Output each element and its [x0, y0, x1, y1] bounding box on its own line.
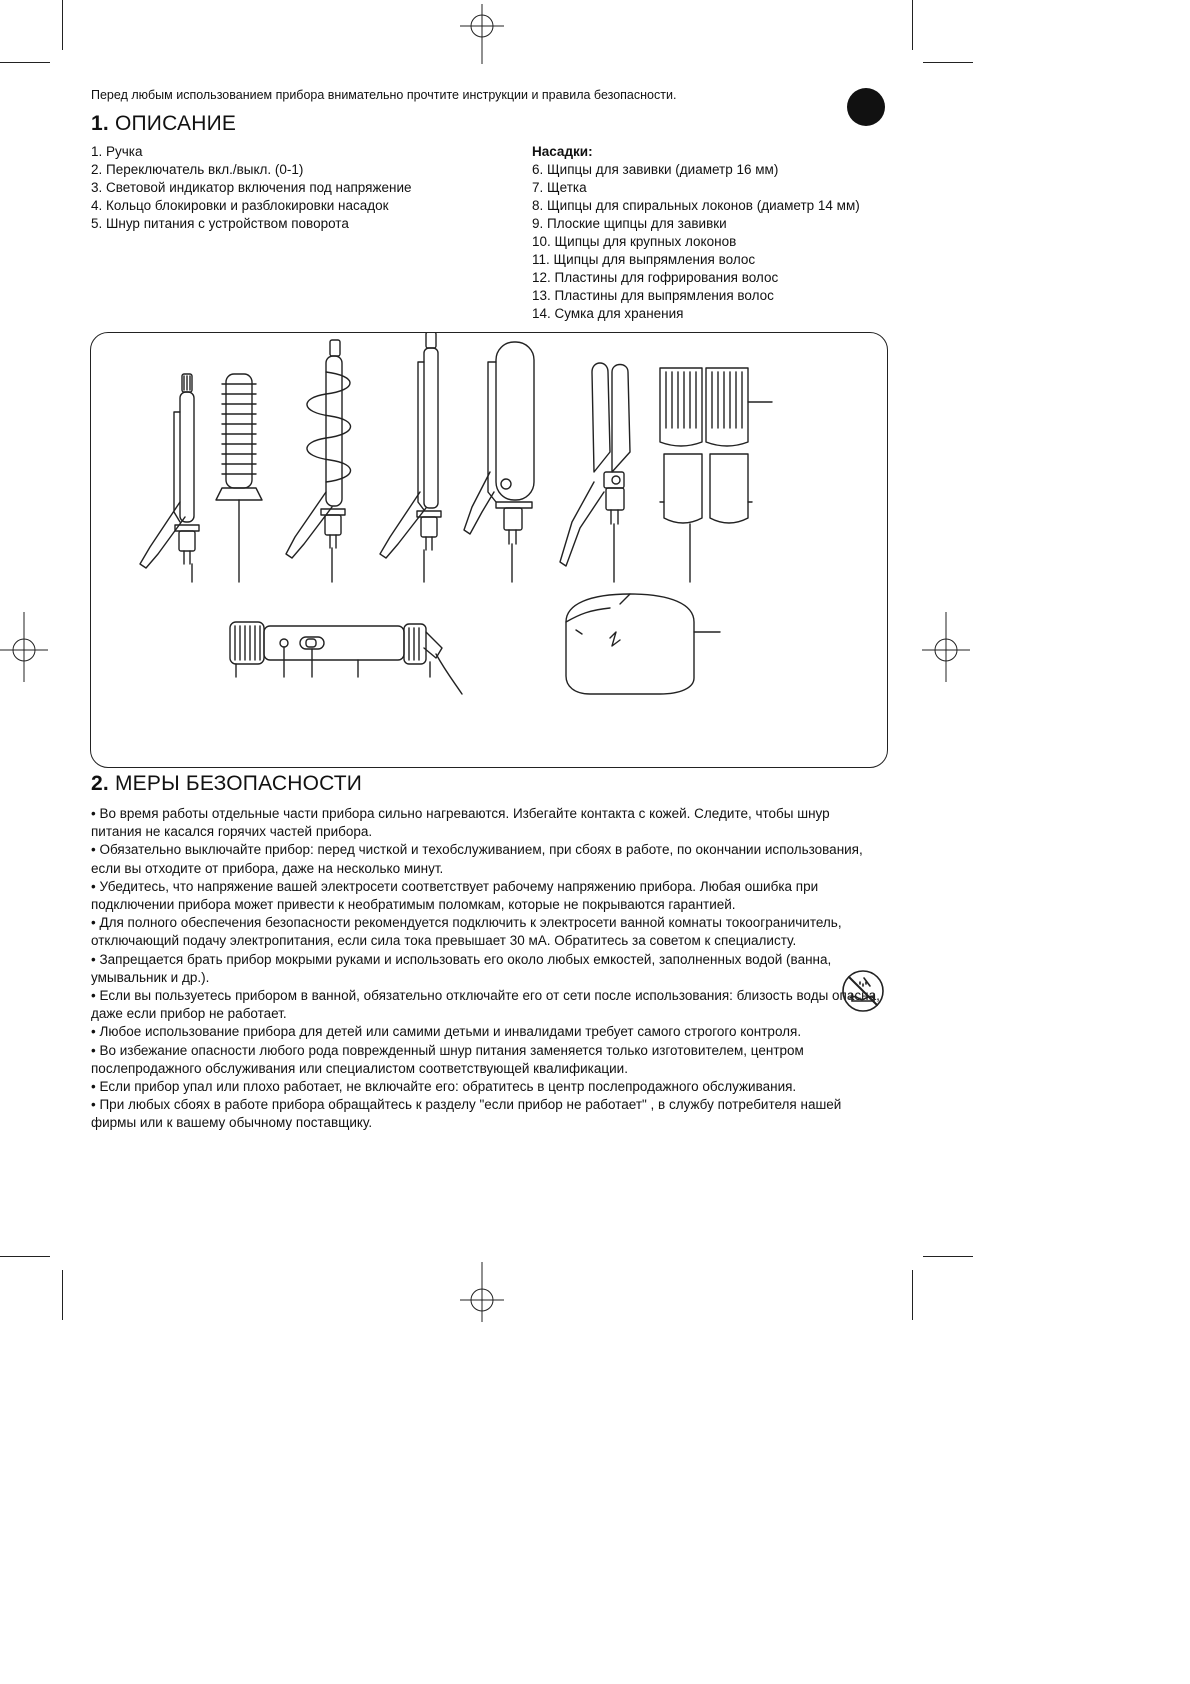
safety-item: • При любых сбоях в работе прибора обращайтесь к разделу "если прибор не работает" , в службу потребителя нашей фирмы или к вашему обычному поставщику.	[91, 1097, 842, 1131]
straightener-tong-illustration	[560, 363, 630, 582]
safety-list	[91, 805, 881, 1133]
crop-mark	[923, 1256, 973, 1257]
list-item: 3. Световой индикатор включения под напряжение	[91, 180, 412, 195]
handle-illustration	[230, 622, 462, 694]
black-circle-icon	[847, 88, 885, 126]
large-curls-tong-illustration	[464, 342, 534, 582]
list-item: 2. Переключатель вкл./выкл. (0-1)	[91, 162, 304, 177]
list-item: 5. Шнур питания с устройством поворота	[91, 216, 349, 231]
intro-text: Перед любым использованием прибора внимательно прочтите инструкции и правила безопасности.	[91, 88, 677, 102]
safety-item: • Во время работы отдельные части прибора сильно нагреваются. Избегайте контакта с кожей. Следите, чтобы шнур питания не касался горячих частей прибора.	[91, 806, 830, 840]
spiral-tong-illustration	[286, 340, 351, 582]
attachments-list	[532, 143, 860, 323]
safety-item: • Любое использование прибора для детей или самими детьми и инвалидами требует самого строгого контроля.	[91, 1024, 802, 1040]
crop-mark	[912, 1270, 913, 1320]
registration-mark-icon	[922, 612, 970, 682]
crop-mark	[923, 62, 973, 63]
crop-mark	[62, 1270, 63, 1320]
registration-mark-icon	[460, 1262, 504, 1322]
safety-item: • Для полного обеспечения безопасности рекомендуется подключить к электросети ванной комнаты токоограничитель, отключающий подачу электропитания, если сила тока превышает 30 мА. Обратитесь за советом к специалисту.	[91, 915, 842, 949]
safety-item: • Если вы пользуетесь прибором в ванной, обязательно отключайте его от сети после использования: близость воды опасна, даже если прибор не работает.	[91, 988, 880, 1022]
list-item: 12. Пластины для гофрирования волос	[532, 270, 779, 285]
product-illustration	[90, 332, 888, 768]
section-number: 2.	[91, 772, 109, 795]
parts-list	[91, 143, 412, 233]
crimping-plates-illustration	[660, 368, 772, 446]
brush-illustration	[216, 374, 262, 582]
straightening-plates-illustration	[660, 454, 752, 582]
crop-mark	[0, 62, 50, 63]
list-item: 6. Щипцы для завивки (диаметр 16 мм)	[532, 162, 779, 177]
storage-bag-illustration	[566, 594, 720, 694]
curling-tong-illustration	[140, 374, 199, 582]
attachments-heading: Насадки:	[532, 144, 593, 159]
section-number: 1.	[91, 112, 109, 135]
list-item: 8. Щипцы для спиральных локонов (диаметр 14 мм)	[532, 198, 860, 213]
crop-mark	[62, 0, 63, 50]
safety-item: • Если прибор упал или плохо работает, не включайте его: обратитесь в центр послепродажного обслуживания.	[91, 1079, 797, 1095]
list-item: 13. Пластины для выпрямления волос	[532, 288, 774, 303]
crop-mark	[912, 0, 913, 50]
list-item: 7. Щетка	[532, 180, 587, 195]
crop-mark	[0, 1256, 50, 1257]
list-item: 1. Ручка	[91, 144, 143, 159]
safety-item: • Обязательно выключайте прибор: перед чисткой и техобслуживанием, при сбоях в работе, по окончании использования, если вы отходите от прибора, даже на несколько минут.	[91, 842, 863, 876]
flat-tong-illustration	[380, 332, 441, 582]
list-item: 10. Щипцы для крупных локонов	[532, 234, 737, 249]
list-item: 11. Щипцы для выпрямления волос	[532, 252, 756, 267]
registration-mark-icon	[0, 612, 48, 682]
section-title-description	[91, 112, 236, 136]
section-title-text: ОПИСАНИЕ	[114, 112, 237, 135]
list-item: 9. Плоские щипцы для завивки	[532, 216, 727, 231]
no-water-icon	[840, 968, 886, 1014]
registration-mark-icon	[460, 4, 504, 64]
section-title-safety	[91, 772, 362, 796]
safety-item: • Во избежание опасности любого рода поврежденный шнур питания заменяется только изготовителем, центром послепродажного обслуживания или специалистом соответствующей квалификации.	[91, 1042, 804, 1076]
list-item: 14. Сумка для хранения	[532, 306, 684, 321]
section-title-text: МЕРЫ БЕЗОПАСНОСТИ	[114, 772, 363, 795]
safety-item: • Убедитесь, что напряжение вашей электросети соответствует рабочему напряжению прибора. Любая ошибка при подключении прибора может привести к необратимым поломкам, которые не покрываются гарантией.	[91, 878, 819, 913]
safety-item: • Запрещается брать прибор мокрыми руками и использовать его около любых емкостей, заполненных водой (ванна, умывальник и др.).	[91, 951, 832, 985]
list-item: 4. Кольцо блокировки и разблокировки насадок	[91, 198, 389, 213]
